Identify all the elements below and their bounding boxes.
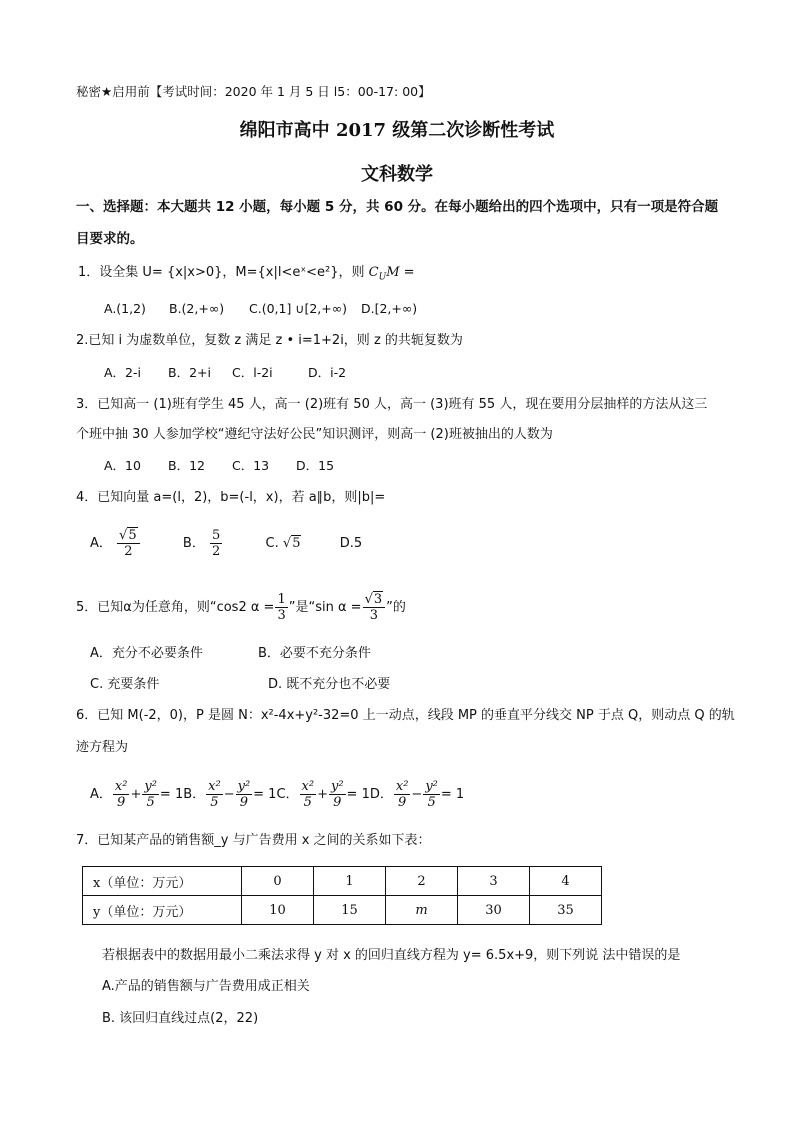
question-1-stem: 1．设全集 U= {x|x>0}，M={x|l<eˣ<e²}，则 $C_UM$ = <box>78 265 415 283</box>
table-cell: 3 <box>458 867 530 896</box>
q5-option-c: C. 充要条件 <box>90 677 160 692</box>
question-5-stem: 5．已知α为任意角，则“cos2 α = $\frac{1}{3}$ ”是“sin α = $\frac{√3}{3}$ ”的 <box>76 592 406 623</box>
question-4-stem: 4．已知向量 a=(l，2)，b=(-l，x)，若 a∥b，则|b|= <box>76 490 386 505</box>
question-4-options: A． $\frac{√5}{2}$ B． $\frac{5}{2}$ C. √5 D.5 <box>90 528 363 559</box>
q4-option-a-fraction: $\frac{√5}{2}$ <box>117 528 140 559</box>
q3-option-c: C．13 <box>232 458 270 473</box>
q4-option-b-fraction: $\frac{5}{2}$ <box>211 528 221 559</box>
section-heading-line2: 目要求的。 <box>76 231 144 247</box>
q2-option-a: A．2-i <box>104 365 141 380</box>
table-cell: 10 <box>242 896 314 925</box>
question-7-option-a: A.产品的销售额与广告费用成正相关 <box>102 979 310 994</box>
table-row-header-y: y（单位：万元） <box>83 896 242 925</box>
question-7-stem: 7．已知某产品的销售额_y 与广告费用 x 之间的关系如下表： <box>76 833 431 848</box>
question-2-stem: 2.已知 i 为虚数单位，复数 z 满足 z • i=1+2i，则 z 的共轭复数为 <box>76 333 463 348</box>
q5-option-b: B．必要不充分条件 <box>258 646 371 661</box>
exam-subtitle: 文科数学 <box>361 164 433 185</box>
question-6-line2: 迹方程为 <box>76 740 129 755</box>
q1-option-d: D.[2,+∞) <box>361 301 418 316</box>
q3-option-b: B．12 <box>168 458 205 473</box>
table-cell: 15 <box>314 896 386 925</box>
table-cell: 35 <box>530 896 602 925</box>
q1-option-c: C.(0,1] ∪[2,+∞) <box>249 301 348 316</box>
question-7-regression-line: 若根据表中的数据用最小二乘法求得 y 对 x 的回归直线方程为 y= 6.5x+9，则下列说 法中错误的是 <box>102 948 681 963</box>
question-6-options: A． $\frac{\text{x²}}{9}$ + $\frac{\text{y²}}{5}$ = 1B． $\frac{\text{x²}}{5}$ − $\frac{\text{y²}}{9}$ = 1C． $\frac{\text{x²}}{5}$ + $\frac{\text{y²}}{9}$ = 1D． $\frac{\text{x²}}{9}$ − $\frac{\text{y²}}{5}$ = 1 <box>90 779 465 810</box>
question-2-options <box>104 364 346 382</box>
table-row <box>83 867 602 896</box>
q2-option-d: D．i-2 <box>308 365 347 380</box>
question-1-options <box>104 300 417 318</box>
question-3-options <box>104 457 334 475</box>
q1-option-a: A.(1,2) <box>104 301 146 316</box>
question-6-line1: 6．已知 M(-2，0)，P 是圆 N：x²-4x+y²-32=0 上一动点，线段 MP 的垂直平分线交 NP 于点 Q，则动点 Q 的轨 <box>76 708 735 723</box>
table-cell: 1 <box>314 867 386 896</box>
question-3-line2: 个班中抽 30 人参加学校“遵纪守法好公民”知识测评，则高一 (2)班被抽出的人数为 <box>76 427 553 442</box>
sales-data-table <box>82 866 602 925</box>
question-5-options-row2 <box>90 676 390 694</box>
table-cell: 0 <box>242 867 314 896</box>
q2-option-b: B．2+i <box>168 365 211 380</box>
table-cell: 4 <box>530 867 602 896</box>
table-row <box>83 896 602 925</box>
q3-option-d: D．15 <box>296 458 335 473</box>
q3-option-a: A．10 <box>104 458 141 473</box>
q2-option-c: C．l-2i <box>232 365 273 380</box>
q4-option-c-root: √5 <box>282 536 301 551</box>
q1-option-b: B.(2,+∞) <box>169 301 225 316</box>
question-3-line1: 3．已知高一 (1)班有学生 45 人，高一 (2)班有 50 人，高一 (3)班有 55 人，现在要用分层抽样的方法从这三 <box>76 397 708 412</box>
table-cell: 2 <box>386 867 458 896</box>
q5-option-d: D. 既不充分也不必要 <box>268 677 391 692</box>
confidential-line: 秘密★启用前【考试时间：2020 年 1 月 5 日 l5：00-17: 00】 <box>76 84 431 99</box>
question-7-option-b: B. 该回归直线过点(2，22) <box>102 1011 259 1026</box>
section-heading-line1: 一、选择题：本大题共 12 小题，每小题 5 分，共 60 分。在每小题给出的四个选项中，只有一项是符合题 <box>76 199 719 215</box>
table-cell: m <box>386 896 458 925</box>
q4-option-d: D.5 <box>339 536 363 551</box>
exam-title: 绵阳市高中 2017 级第二次诊断性考试 <box>239 120 555 141</box>
table-row-header-x: x（单位：万元） <box>83 867 242 896</box>
q5-option-a: A．充分不必要条件 <box>90 646 203 661</box>
table-cell: 30 <box>458 896 530 925</box>
question-5-options-row1 <box>90 645 371 663</box>
